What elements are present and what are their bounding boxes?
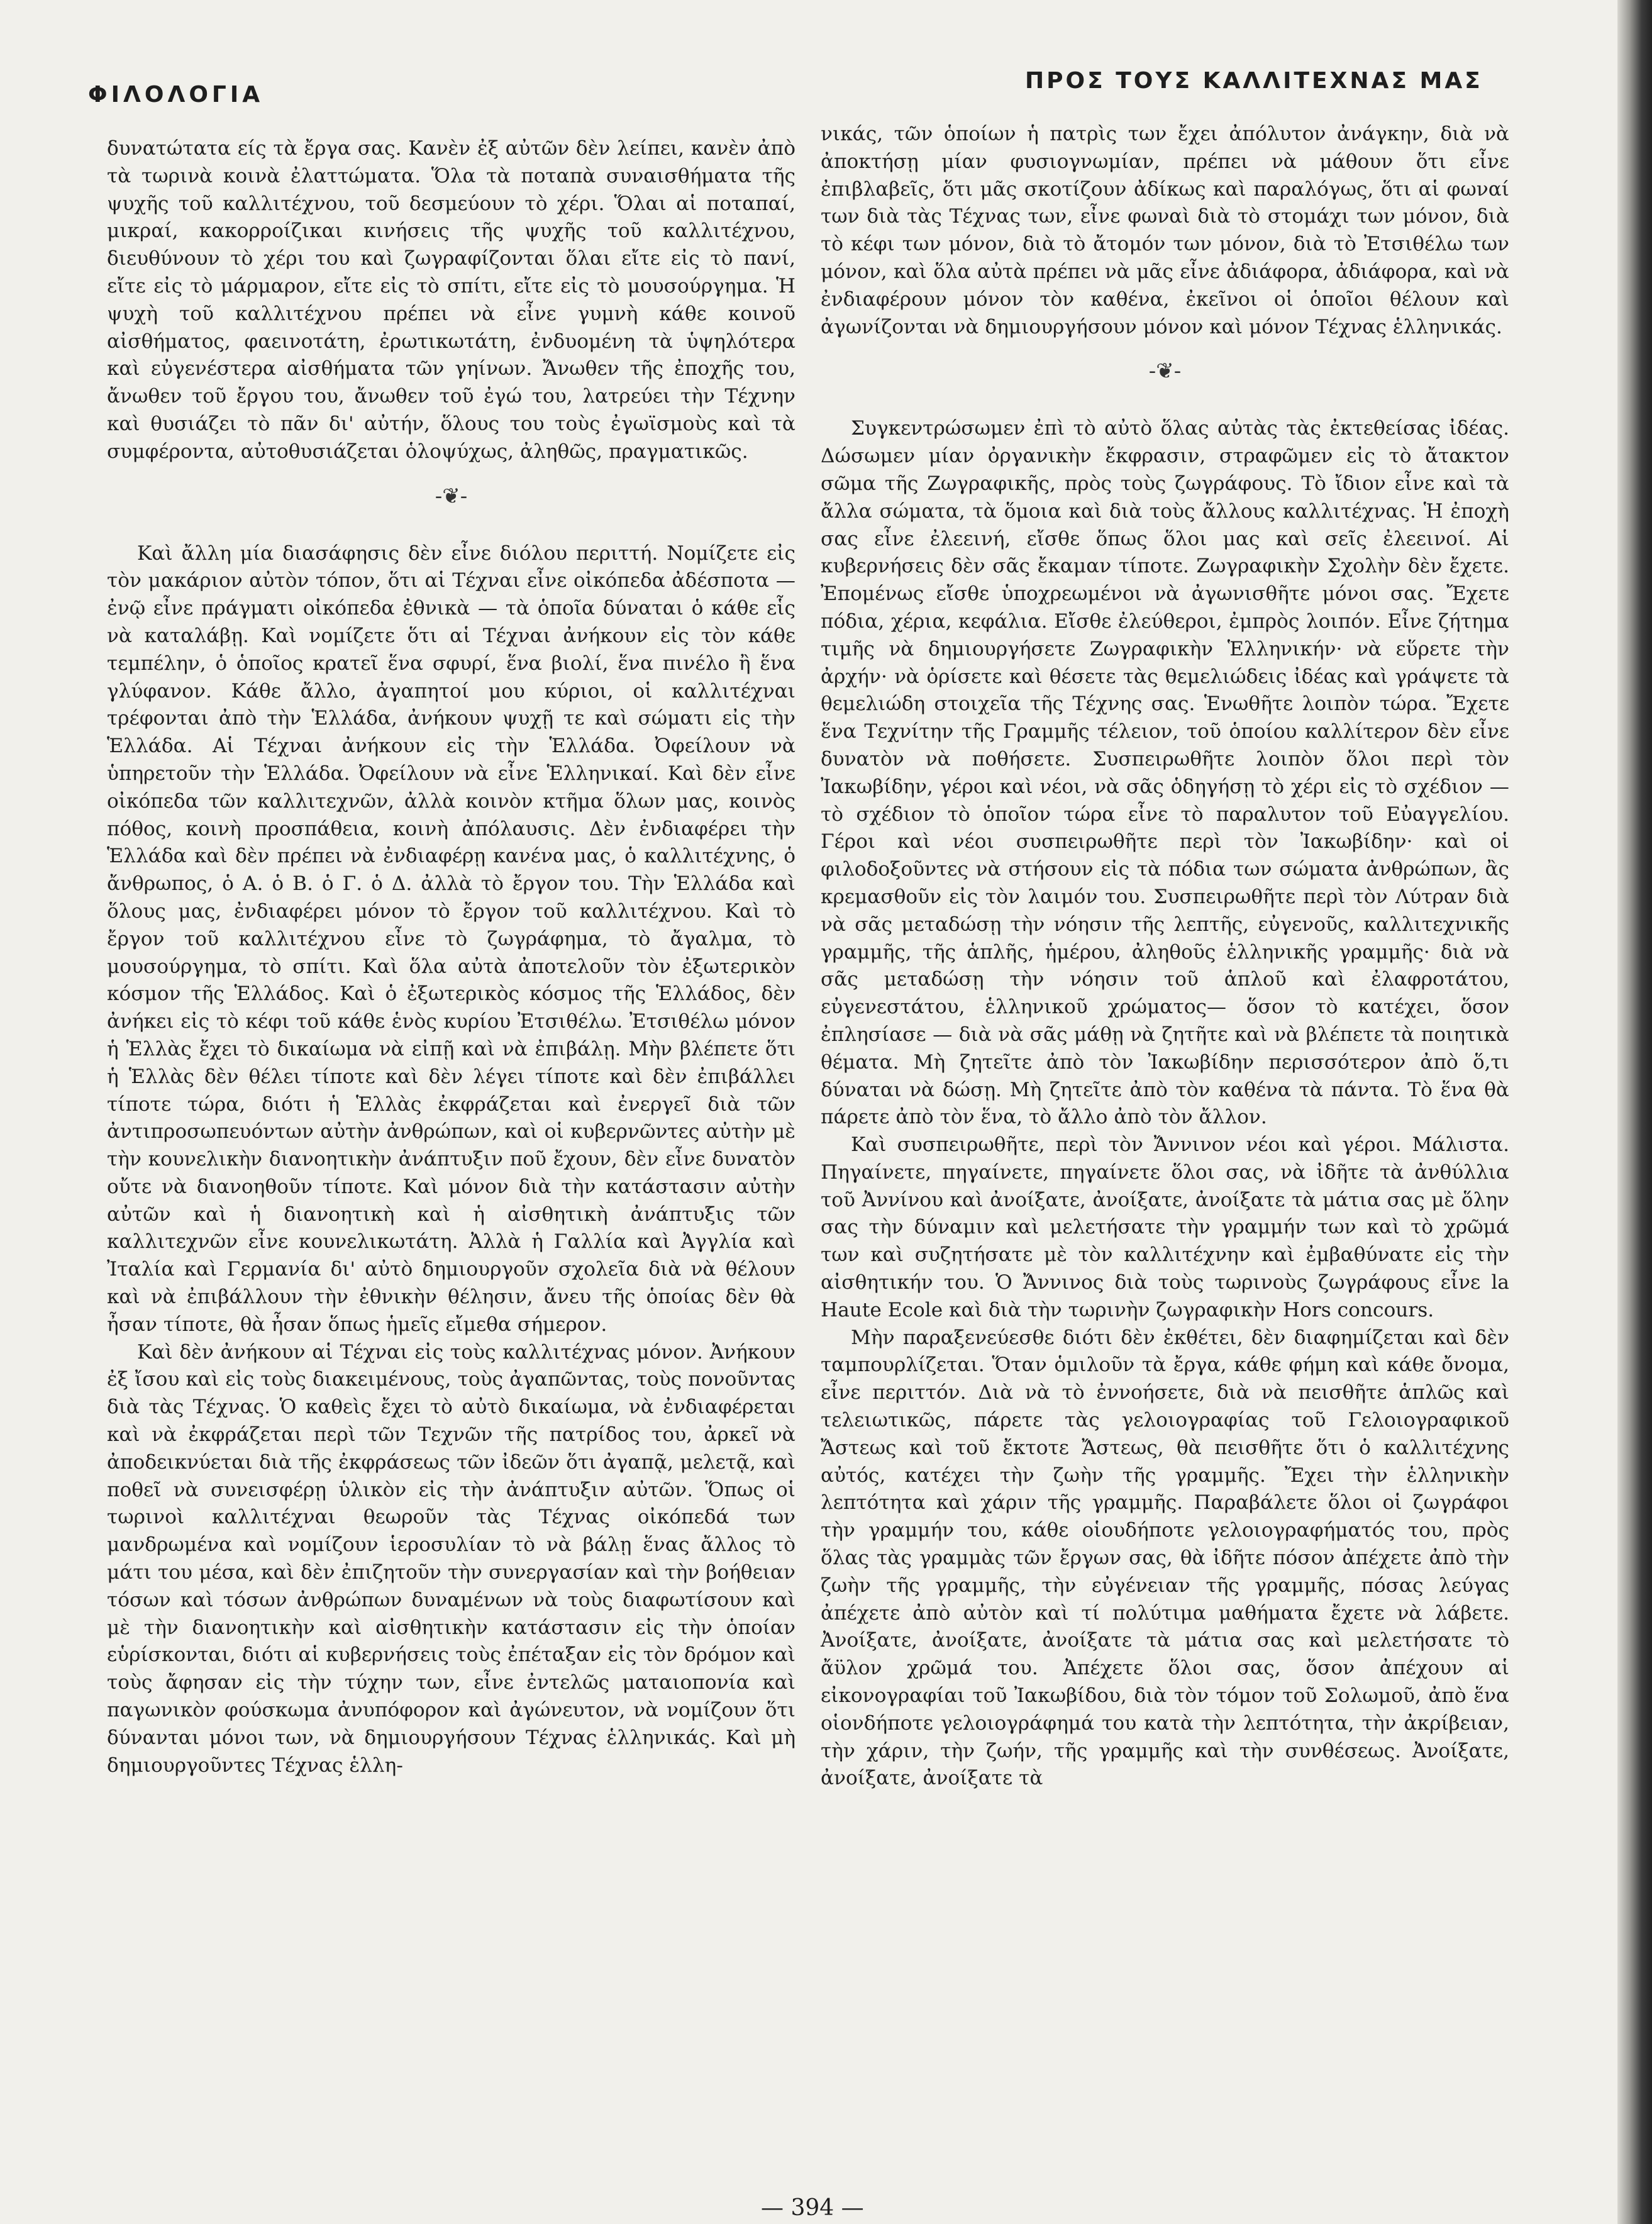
- page-number: — 394 —: [761, 2195, 864, 2221]
- book-spine-shadow: [1617, 0, 1652, 2224]
- paragraph: Μὴν παραξενεύεσθε διότι δὲν ἐκθέτει, δὲν διαφημίζεται καὶ δὲν ταμπουρλίζεται. Ὅταν ὁμιλοῦν τὰ ἔργα, κάθε φήμη καὶ κάθε ὄνομα, εἶνε περιττόν. Διὰ νὰ τὸ ἐννοήσετε, διὰ νὰ πεισθῆτε ἁπλῶς καὶ τελειωτικῶς, πάρετε τὰς γελοιογραφίας τοῦ Γελοιογραφικοῦ Ἄστεως καὶ τοῦ ἔκτοτε Ἄστεως, θὰ πεισθῆτε ὅτι ὁ καλλιτέχνης αὐτός, κατέχει τὴν ζωὴν τῆς γραμμῆς. Ἔχει τὴν ἑλληνικὴν λεπτότητα καὶ χάριν τῆς γραμμῆς. Παραβάλετε ὅλοι οἱ ζωγράφοι τὴν γραμμήν του, κάθε οἱουδήποτε γελοιογραφήματός του, πρὸς ὅλας τὰς γραμμὰς τῶν ἔργων σας, θὰ ἰδῆτε πόσον ἀπέχετε ἀπὸ τὴν ζωὴν τῆς γραμμῆς, τὴν εὐγένειαν τῆς γραμμῆς, πόσας λεύγας ἀπέχετε ἀπὸ αὐτὸν καὶ τί πολύτιμα μαθήματα ἔχετε νὰ λάβετε. Ἀνοίξατε, ἀνοίξατε, ἀνοίξατε τὰ μάτια σας καὶ μελετήσατε τὸ ἄϋλον χρῶμά του. Ἀπέχετε ὅλοι σας, ὅσον ἀπέχουν αἱ εἰκονογραφίαι τοῦ Ἰακωβίδου, διὰ τὸν τόμον τοῦ Σολωμοῦ, ἀπὸ ἕνα οἱονδήποτε γελοιογράφημά του κατὰ τὴν λεπτότητα, τὴν ἀκρίβειαν, τὴν χάριν, τὴν ζωήν, τῆς γραμμῆς καὶ τὴν συνθέσεως. Ἀνοίξατε, ἀνοίξατε, ἀνοίξατε τὰ: [821, 1326, 1509, 1790]
- paragraph: Καὶ ἄλλη μία διασάφησις δὲν εἶνε διόλου περιττή. Νομίζετε εἰς τὸν μακάριον αὐτὸν τόπον, ὅτι αἱ Τέχναι εἶνε οἰκόπεδα ἀδέσποτα — ἐνῷ εἶνε πράγματι οἰκόπεδα ἐθνικὰ — τὰ ὁποῖα δύναται ὁ κάθε εἷς νὰ καταλάβῃ. Καὶ νομίζετε ὅτι αἱ Τέχναι ἀνήκουν εἰς τὸν κάθε τεμπέλην, ὁ ὁποῖος κρατεῖ ἕνα σφυρί, ἕνα βιολί, ἕνα πινέλο ἢ ἕνα γλύφανον. Κάθε ἄλλο, ἀγαπητοί μου κύριοι, οἱ καλλιτέχναι τρέφονται ἀπὸ τὴν Ἑλλάδα, ἀνήκουν ψυχῇ τε καὶ σώματι εἰς τὴν Ἑλλάδα. Αἱ Τέχναι ἀνήκουν εἰς τὴν Ἑλλάδα. Ὀφείλουν νὰ ὑπηρετοῦν τὴν Ἑλλάδα. Ὀφείλουν νὰ εἶνε Ἑλληνικαί. Καὶ δὲν εἶνε οἰκόπεδα τῶν καλλιτεχνῶν, ἀλλὰ κοινὸν κτῆμα ὅλων μας, κοινὸς πόθος, κοινὴ προσπάθεια, κοινὴ ἀπόλαυσις. Δὲν ἐνδιαφέρει τὴν Ἑλλάδα καὶ δὲν πρέπει νὰ ἐνδιαφέρῃ κανένα μας, ὁ καλλιτέχνης, ὁ ἄνθρωπος, ὁ Α. ὁ Β. ὁ Γ. ὁ Δ. ἀλλὰ τὸ ἔργον του. Τὴν Ἑλλάδα καὶ ὅλους μας, ἐνδιαφέρει μόνον τὸ ἔργον τοῦ καλλιτέχνου. Καὶ τὸ ἔργον τοῦ καλλιτέχνου εἶνε τὸ ζωγράφημα, τὸ ἄγαλμα, τὸ μουσούργημα, τὸ σπίτι. Καὶ ὅλα αὐτὰ ἀποτελοῦν τὸν ἐξωτερικὸν κόσμον τῆς Ἑλλάδος. Καὶ ὁ ἐξωτερικὸς κόσμος τῆς Ἑλλάδος, δὲν ἀνήκει εἰς τὸ κέφι τοῦ κάθε ἑνὸς κυρίου Ἐτσιθέλω. Ἐτσιθέλω μόνον ἡ Ἑλλὰς ἔχει τὸ δικαίωμα νὰ εἰπῇ καὶ νὰ ἐπιβάλῃ. Μὴν βλέπετε ὅτι ἡ Ἑλλὰς δὲν θέλει τίποτε καὶ δὲν λέγει τίποτε καὶ δὲν ἐπιβάλλει τίποτε τώρα, διότι ἡ Ἑλλὰς ἐκφράζεται καὶ ἐνεργεῖ διὰ τῶν ἀντιπροσωπευόντων αὐτὴν ἀνθρώπων, καὶ οἱ κυβερνῶντες αὐτὴν μὲ τὴν κουνελικὴν διανοητικὴν ἀνάπτυξιν ποῦ ἔχουν, δὲν εἶνε δυνατὸν οὔτε νὰ διανοηθοῦν τίποτε. Καὶ μόνον διὰ τὴν κατάστασιν αὐτὴν αὐτῶν καὶ ἡ διανοητικὴ καὶ ἡ αἰσθητικὴ ἀνάπτυξις τῶν καλλιτεχνῶν εἶνε κουνελικωτάτη. Ἀλλὰ ἡ Γαλλία καὶ Ἀγγλία καὶ Ἰταλία καὶ Γερμανία δι' αὐτὸ δημιουργοῦν σχολεῖα διὰ νὰ θέλουν καὶ νὰ ἐπιβάλλουν τὴν ἐθνικὴν θέλησιν, ἄνευ τῆς ὁποίας δὲν θὰ ἦσαν τίποτε, θὰ ἦσαν ὅπως ἡμεῖς εἴμεθα σήμερον.: [107, 542, 796, 1336]
- right-column: [821, 121, 1509, 1793]
- running-header-right: ΠΡΟΣ ΤΟΥΣ ΚΑΛΛΙΤΕΧΝΑΣ ΜΑΣ: [1025, 68, 1483, 94]
- paragraph: νικάς, τῶν ὁποίων ἡ πατρὶς των ἔχει ἀπόλυτον ἀνάγκην, διὰ νὰ ἀποκτήσῃ μίαν φυσιογνωμίαν, πρέπει νὰ μάθουν ὅτι εἶνε ἐπιβλαβεῖς, ὅτι μᾶς σκοτίζουν ἀδίκως καὶ παραλόγως, ὅτι αἱ φωναί των διὰ τὰς Τέχνας των, εἶνε φωναὶ διὰ τὸ στομάχι των μόνον, διὰ τὸ κέφι των μόνον, διὰ τὸ ἄτομόν των μόνον, διὰ τὸ Ἐτσιθέλω των μόνον, καὶ ὅλα αὐτὰ πρέπει νὰ μᾶς εἶνε ἀδιάφορα, ἀδιάφορα, καὶ νὰ ἐνδιαφέρουν μόνον τὸν καθένα, ἐκεῖνοι οἱ ὁποῖοι θέλουν καὶ ἀγωνίζονται νὰ δημιουργήσουν μόνον καὶ μόνον Τέχνας ἑλληνικάς.: [821, 123, 1509, 338]
- paragraph: Καὶ δὲν ἀνήκουν αἱ Τέχναι εἰς τοὺς καλλιτέχνας μόνον. Ἀνήκουν ἐξ ἴσου καὶ εἰς τοὺς διακειμένους, τοὺς ἀγαπῶντας, τοὺς πονοῦντας διὰ τὰς Τέχνας. Ὁ καθεὶς ἔχει τὸ αὐτὸ δικαίωμα, νὰ ἐνδιαφέρεται καὶ νὰ ἐκφράζεται περὶ τῶν Τεχνῶν τῆς πατρίδος του, ἀρκεῖ νὰ ἀποδεικνύεται διὰ τῆς ἐκφράσεως τῶν ἰδεῶν ὅτι ἀγαπᾷ, μελετᾷ, καὶ ποθεῖ νὰ συνεισφέρῃ ὑλικὸν εἰς τὴν ἀνάπτυξιν αὐτῶν. Ὅπως οἱ τωρινοὶ καλλιτέχναι θεωροῦν τὰς Τέχνας οἰκόπεδά των μανδρωμένα καὶ νομίζουν ἱεροσυλίαν τὸ νὰ βάλῃ ἕνας ἄλλος τὸ μάτι του μέσα, καὶ δὲν ἐπιζητοῦν τὴν συνεργασίαν καὶ τὴν βοήθειαν τόσων καὶ τόσων ἀνθρώπων δυναμένων νὰ τοὺς διαφωτίσουν καὶ μὲ τὴν διανοητικὴν καὶ αἰσθητικὴν κατάστασιν εἰς τὴν ὁποίαν εὑρίσκονται, διότι αἱ κυβερνήσεις τοὺς ἐπέταξαν εἰς τὸν δρόμον καὶ τοὺς ἄφησαν εἰς τὴν τύχην των, εἶνε ἐντελῶς ματαιοπονία καὶ παγωνικὸν φούσκωμα ἀνυπόφορον καὶ ἀγώνευτον, νὰ νομίζουν ὅτι δύνανται μόνοι των, νὰ δημιουργήσουν Τέχνας ἑλληνικάς. Καὶ μὴ δημιουργοῦντες Τέχνας ἑλλη-: [107, 1340, 796, 1777]
- running-header-left: ΦΙΛΟΛΟΓΙΑ: [88, 82, 264, 108]
- ornament-icon: -❦-: [435, 483, 468, 509]
- paragraph: Καὶ συσπειρωθῆτε, περὶ τὸν Ἄννινον νέοι καὶ γέροι. Μάλιστα. Πηγαίνετε, πηγαίνετε, πηγαίνετε ὅλοι σας, νὰ ἰδῆτε τὰ ἀνθύλλια τοῦ Ἀννίνου καὶ ἀνοίξατε, ἀνοίξατε, ἀνοίξατε τὰ μάτια σας μὲ ὅλην σας τὴν δύναμιν καὶ μελετήσατε τὴν γραμμήν των καὶ τὸ χρῶμά των καὶ συζητήσατε μὲ τὸν καλλιτέχνην καὶ ἐμβαθύνατε εἰς τὴν αἰσθητικήν του. Ὁ Ἄννινος διὰ τοὺς τωρινοὺς ζωγράφους εἶνε la Haute Ecole καὶ διὰ τὴν τωρινὴν ζωγραφικὴν Hors concours.: [821, 1133, 1509, 1321]
- left-column: [107, 135, 796, 1779]
- ornament-icon: -❦-: [1148, 359, 1182, 384]
- paragraph: δυνατώτατα είς τὰ ἔργα σας. Κανὲν ἐξ αὐτῶν δὲν λείπει, κανὲν ἀπὸ τὰ τωρινὰ κοινὰ ἐλαττώματα. Ὅλα τὰ ποταπὰ συναισθήματα τῆς ψυχῆς τοῦ καλλιτέχνου, τοῦ δεσμεύουν τὸ χέρι. Ὅλαι αἱ ποταπαί, μικραί, κακορροίζικαι κινήσεις τῆς ψυχῆς τοῦ καλλιτέχνου, διευθύνουν τὸ χέρι του καὶ ζωγραφίζονται ὅλαι εἴτε εἰς τὸ πανί, εἴτε εἰς τὸ μάρμαρον, εἴτε εἰς τὸ σπίτι, εἴτε εἰς τὸ μουσούργημα. Ἡ ψυχὴ τοῦ καλλιτέχνου πρέπει νὰ εἶνε γυμνὴ κάθε κοινοῦ αἰσθήματος, φαεινοτάτη, ἐρωτικωτάτη, ἐνδυομένη τὰ ὑψηλότερα καὶ εὐγενέστερα αἰσθήματα τῶν γηίνων. Ἄνωθεν τῆς ἐποχῆς του, ἄνωθεν τοῦ ἔργου του, ἄνωθεν τοῦ ἐγώ του, λατρεύει τὴν Τέχνην καὶ θυσιάζει τὸ πᾶν δι' αὐτήν, ὅλους του τοὺς ἐγωϊσμοὺς καὶ τὰ συμφέροντα, αὐτοθυσιάζεται ὁλοψύχως, ἀληθῶς, πραγματικῶς.: [107, 137, 796, 463]
- paragraph: Συγκεντρώσωμεν ἐπὶ τὸ αὐτὸ ὅλας αὐτὰς τὰς ἐκτεθείσας ἰδέας. Δώσωμεν μίαν ὀργανικὴν ἔκφρασιν, στραφῶμεν εἰς τὸ ἄτακτον σῶμα τῆς Ζωγραφικῆς, πρὸς τοὺς ζωγράφους. Τὸ ἴδιον εἶνε καὶ τὰ ἄλλα σώματα, τὰ ὅμοια καὶ διὰ τοὺς ἄλλους καλλιτέχνας. Ἡ ἐποχὴ σας εἶνε ἐλεεινή, εἴσθε ὅπως ὅλοι μας καὶ σεῖς ἐλεεινοί. Αἱ κυβερνήσεις δὲν σᾶς ἔκαμαν τίποτε. Ζωγραφικὴν Σχολὴν δὲν ἔχετε. Ἐπομένως εἴσθε ὑποχρεωμένοι νὰ ἀγωνισθῆτε μόνοι σας. Ἔχετε πόδια, χέρια, κεφάλια. Εἴσθε ἐλεύθεροι, ἐμπρὸς λοιπόν. Εἶνε ζήτημα τιμῆς νὰ δημιουργήσετε Ζωγραφικὴν Ἑλληνικήν· νὰ εὕρετε τὴν ἀρχήν· νὰ ὁρίσετε καὶ θέσετε τὰς θεμελιώδεις ἰδέας καὶ γράψετε τὰ θεμελιώδη στοιχεῖα τῆς Τέχνης σας. Ἑνωθῆτε λοιπὸν τώρα. Ἔχετε ἕνα Τεχνίτην τῆς Γραμμῆς τέλειον, τοῦ ὁποίου καλλίτερον δὲν εἶνε δυνατὸν νὰ ποθήσετε. Συσπειρωθῆτε λοιπὸν ὅλοι περὶ τὸν Ἰακωβίδην, γέροι καὶ νέοι, νὰ σᾶς ὁδηγήσῃ τὸ χέρι εἰς τὸ σχέδιον — τὸ σχέδιον τὸ ὁποῖον τώρα εἶνε τὸ παραλυτον τοῦ Εὐαγγελίου. Γέροι καὶ νέοι συσπειρωθῆτε περὶ τὸν Ἰακωβίδην· καὶ οἱ φιλοδοξοῦντες νὰ στήσουν εἰς τὰ πόδια των σώματα ἀνθρώπων, ἂς κρεμασθοῦν εἰς τὸν λαιμόν του. Συσπειρωθῆτε περὶ τὸν Λύτραν διὰ νὰ σᾶς μεταδώσῃ τὴν νόησιν τῆς λεπτῆς, εὐγενοῦς, καλλιτεχνικῆς γραμμῆς, τῆς ἁπλῆς, ἡμέρου, ἀληθοῦς ἑλληνικῆς γραμμῆς· διὰ νὰ σᾶς μεταδώσῃ τὴν νόησιν τοῦ ἁπλοῦ καὶ ἐλαφροτάτου, εὐγενεστάτου, ἑλληνικοῦ χρώματος— ὅσον τὸ κατέχει, ὅσον ἐπλησίασε — διὰ νὰ σᾶς μάθῃ νὰ ζητῆτε καὶ νὰ βλέπετε τὰ ποιητικὰ θέματα. Μὴ ζητεῖτε ἀπὸ τὸν Ἰακωβίδην περισσότερον ἀπὸ ὅ,τι δύναται νὰ δώσῃ. Μὴ ζητεῖτε ἀπὸ τὸν καθένα τὰ πάντα. Τὸ ἕνα θὰ πάρετε ἀπὸ τὸν ἕνα, τὸ ἄλλο ἀπὸ τὸν ἄλλον.: [821, 417, 1509, 1129]
